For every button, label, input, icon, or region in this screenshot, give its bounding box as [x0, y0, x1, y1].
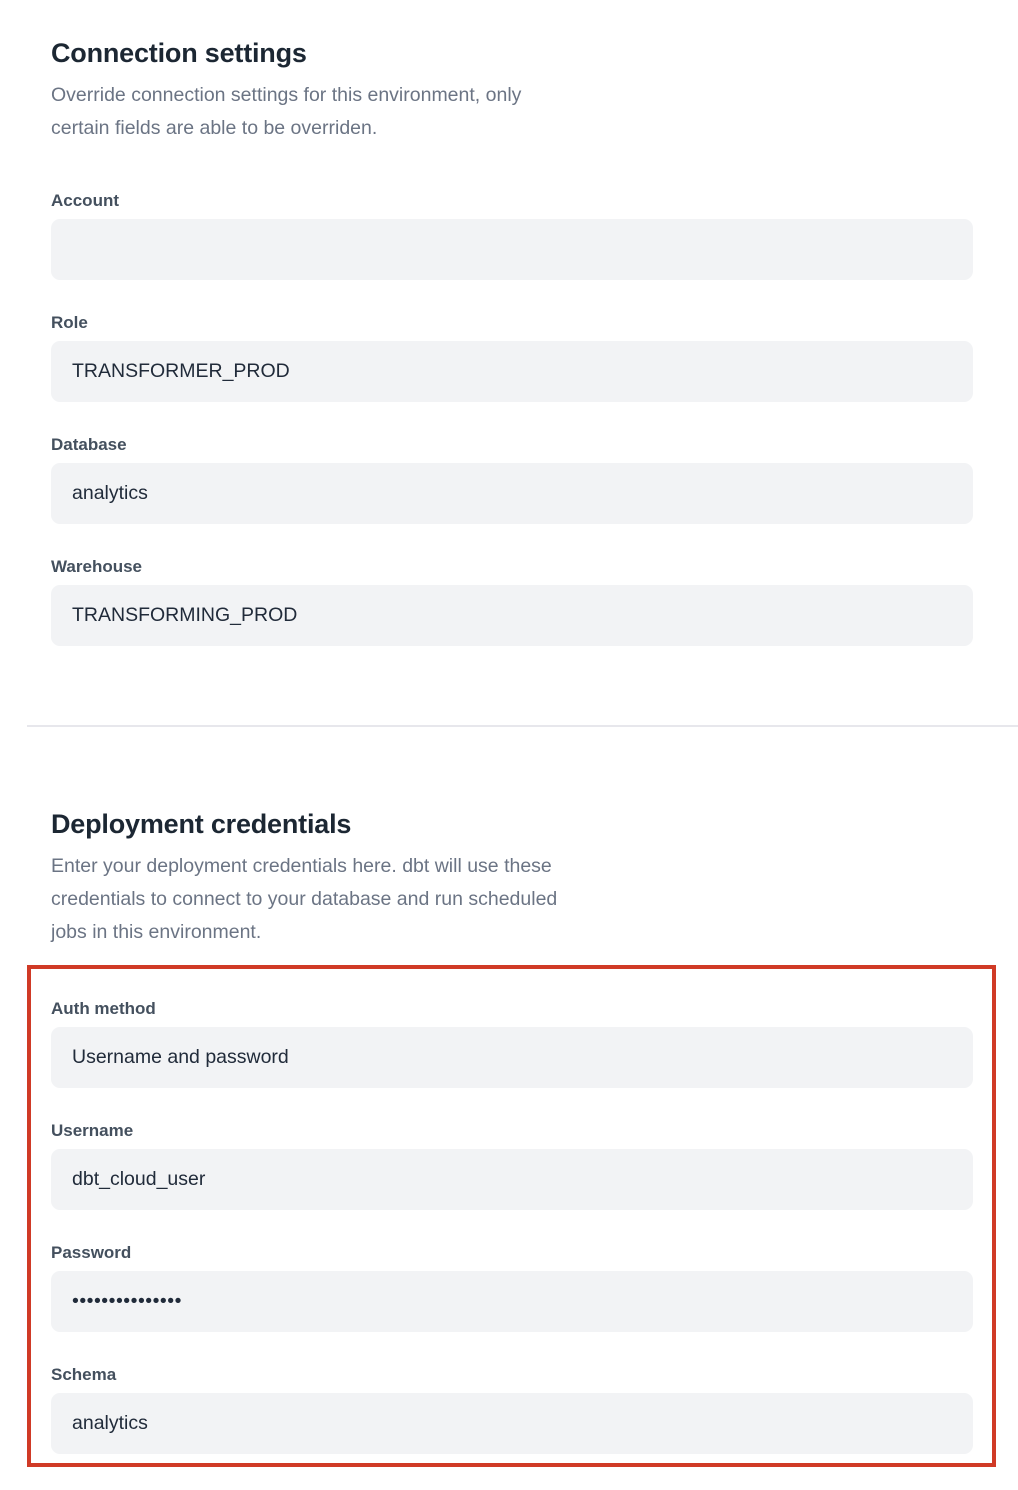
- section-divider: [27, 725, 1018, 727]
- username-field-group: [51, 1121, 973, 1210]
- account-input[interactable]: [51, 219, 973, 280]
- deployment-credentials-fields: [51, 999, 973, 1454]
- deployment-credentials-title: Deployment credentials: [51, 809, 352, 839]
- database-label: Database: [51, 435, 127, 454]
- warehouse-label: Warehouse: [51, 557, 143, 576]
- account-label: Account: [51, 191, 119, 210]
- auth-method-input[interactable]: [51, 1027, 973, 1088]
- deployment-credentials-section: [0, 807, 1018, 1467]
- connection-settings-fields: [51, 191, 973, 646]
- schema-label: Schema: [51, 1365, 117, 1384]
- auth-method-label: Auth method: [51, 999, 156, 1018]
- connection-settings-description: Override connection settings for this environment, only certain fields are able to be overriden.: [51, 84, 522, 139]
- account-field-group: [51, 191, 973, 280]
- role-input[interactable]: [51, 341, 973, 402]
- connection-settings-section: [0, 0, 1018, 646]
- username-label: Username: [51, 1121, 134, 1140]
- password-input[interactable]: [51, 1271, 973, 1332]
- warehouse-field-group: [51, 557, 973, 646]
- warehouse-input[interactable]: [51, 585, 973, 646]
- password-field-group: [51, 1243, 973, 1332]
- connection-settings-title: Connection settings: [51, 38, 307, 68]
- database-input[interactable]: [51, 463, 973, 524]
- deployment-credentials-highlight-box: [27, 965, 996, 1467]
- schema-input[interactable]: [51, 1393, 973, 1454]
- database-field-group: [51, 435, 973, 524]
- deployment-credentials-description: Enter your deployment credentials here. dbt will use these credentials to connect to your database and run scheduled jobs in this environment.: [51, 855, 558, 943]
- password-label: Password: [51, 1243, 132, 1262]
- schema-field-group: [51, 1365, 973, 1454]
- auth-method-field-group: [51, 999, 973, 1088]
- role-label: Role: [51, 313, 88, 332]
- username-input[interactable]: [51, 1149, 973, 1210]
- role-field-group: [51, 313, 973, 402]
